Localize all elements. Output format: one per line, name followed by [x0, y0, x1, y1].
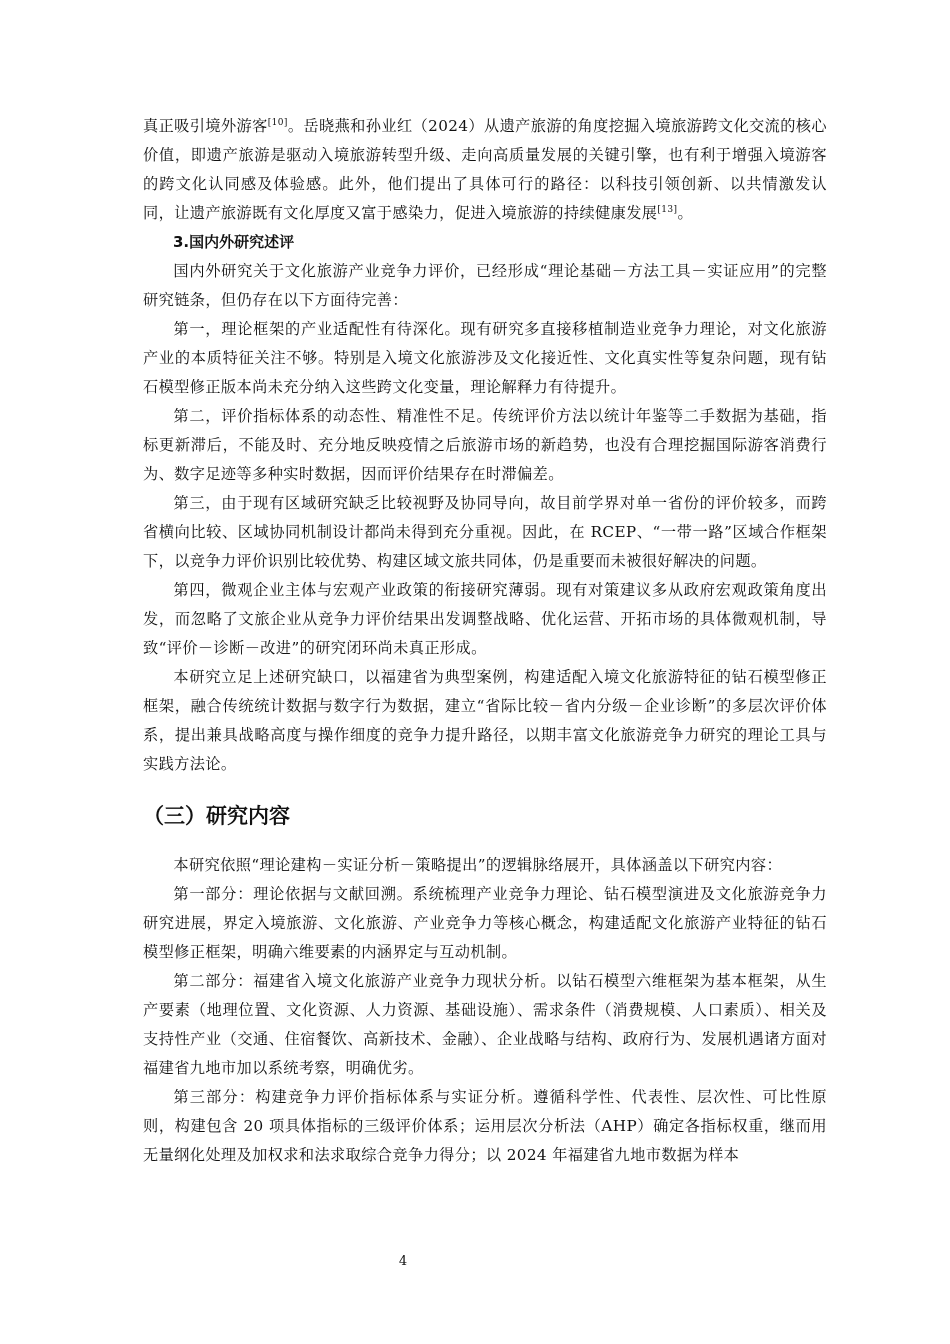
paragraph-continued	[143, 112, 827, 228]
paragraph: 第一部分：理论依据与文献回溯。系统梳理产业竞争力理论、钻石模型演进及文化旅游竞争力研究进展，界定入境旅游、文化旅游、产业竞争力等核心概念，构建适配文化旅游产业特征的钻石模型修正框架，明确六维要素的内涵界定与互动机制。	[143, 885, 827, 961]
text-run: 。	[677, 204, 694, 222]
paragraph: 第三部分：构建竞争力评价指标体系与实证分析。遵循科学性、代表性、层次性、可比性原则，构建包含 20 项具体指标的三级评价体系；运用层次分析法（AHP）确定各指标权重，继而用无量纲化处理及加权求和法求取综合竞争力得分；以 2024 年福建省九地市数据为样本	[143, 1088, 827, 1164]
text-run: 真正吸引境外游客	[143, 117, 268, 135]
citation-ref[interactable]: [13]	[657, 204, 678, 215]
subsection-heading: 3.国内外研究述评	[173, 233, 295, 251]
paragraph: 第三，由于现有区域研究缺乏比较视野及协同导向，故目前学界对单一省份的评价较多，而跨省横向比较、区域协同机制设计都尚未得到充分重视。因此，在 RCEP、“一带一路”区域合作框架下，以竞争力评价识别比较优势、构建区域文旅共同体，仍是重要而未被很好解决的问题。	[143, 494, 827, 570]
section-title: （三）研究内容	[143, 804, 290, 828]
document-page	[143, 112, 827, 1170]
paragraph: 第二，评价指标体系的动态性、精准性不足。传统评价方法以统计年鉴等二手数据为基础，指标更新滞后，不能及时、充分地反映疫情之后旅游市场的新趋势，也没有合理挖掘国际游客消费行为、数字足迹等多种实时数据，因而评价结果存在时滞偏差。	[143, 407, 827, 483]
paragraph: 第一，理论框架的产业适配性有待深化。现有研究多直接移植制造业竞争力理论，对文化旅游产业的本质特征关注不够。特别是入境文化旅游涉及文化接近性、文化真实性等复杂问题，现有钻石模型修正版本尚未充分纳入这些跨文化变量，理论解释力有待提升。	[143, 320, 827, 396]
page-number: 4	[398, 1254, 408, 1269]
paragraph: 本研究立足上述研究缺口，以福建省为典型案例，构建适配入境文化旅游特征的钻石模型修正框架，融合传统统计数据与数字行为数据，建立“省际比较－省内分级－企业诊断”的多层次评价体系，提出兼具战略高度与操作细度的竞争力提升路径，以期丰富文化旅游竞争力研究的理论工具与实践方法论。	[143, 668, 827, 773]
citation-ref[interactable]: [10]	[267, 117, 288, 128]
paragraph: 国内外研究关于文化旅游产业竞争力评价，已经形成“理论基础－方法工具－实证应用”的完整研究链条，但仍存在以下方面待完善：	[143, 262, 827, 309]
paragraph: 本研究依照“理论建构－实证分析－策略提出”的逻辑脉络展开，具体涵盖以下研究内容：	[173, 856, 783, 874]
paragraph: 第二部分：福建省入境文化旅游产业竞争力现状分析。以钻石模型六维框架为基本框架，从生产要素（地理位置、文化资源、人力资源、基础设施）、需求条件（消费规模、人口素质）、相关及支持性产业（交通、住宿餐饮、高新技术、金融）、企业战略与结构、政府行为、发展机遇诸方面对福建省九地市加以系统考察，明确优劣。	[143, 972, 827, 1077]
paragraph: 第四，微观企业主体与宏观产业政策的衔接研究薄弱。现有对策建议多从政府宏观政策角度出发，而忽略了文旅企业从竞争力评价结果出发调整战略、优化运营、开拓市场的具体微观机制，导致“评价－诊断－改进”的研究闭环尚未真正形成。	[143, 581, 827, 657]
text-run: 。岳晓燕和孙业红（2024）从遗产旅游的角度挖掘入境旅游跨文化交流的核心价值，即遗产旅游是驱动入境旅游转型升级、走向高质量发展的关键引擎，也有利于增强入境游客的跨文化认同感及体验感。此外，他们提出了具体可行的路径：以科技引领创新、以共情激发认同，让遗产旅游既有文化厚度又富于感染力，促进入境旅游的持续健康发展	[143, 117, 827, 222]
